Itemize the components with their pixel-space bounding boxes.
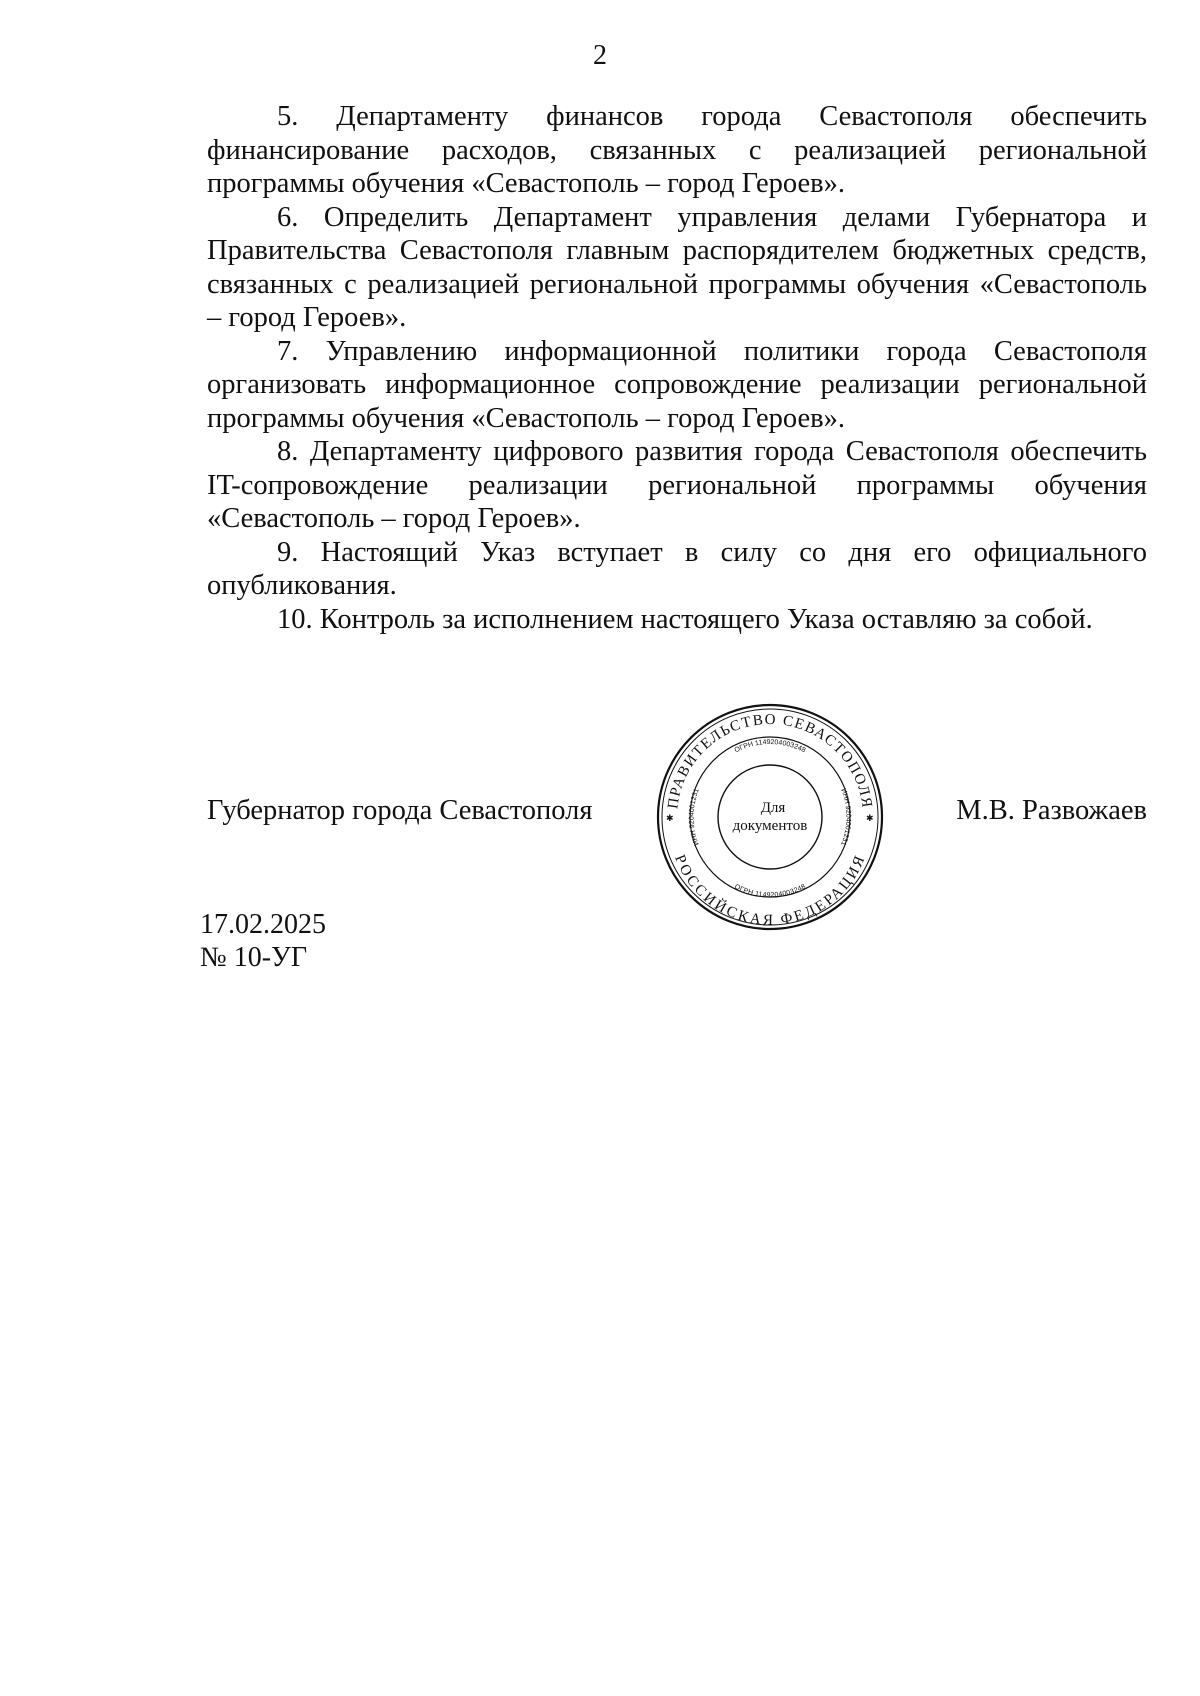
- document-date: 17.02.2025: [200, 909, 326, 940]
- seal-center-line2: документов: [732, 818, 808, 834]
- seal-center-line1: Для: [760, 800, 786, 816]
- seal-inner-left-text: ИНН 9204001231: [688, 787, 701, 847]
- seal-star-right-icon: ✱: [866, 814, 874, 824]
- paragraph-10: 10. Контроль за исполнением настоящего Указа оставляю за собой.: [277, 603, 1093, 635]
- page-number: 2: [593, 40, 607, 71]
- seal-inner-top-text: ОГРН 1149204003248: [733, 738, 807, 755]
- seal-inner-bottom-text: ОГРН 1149204003248: [733, 883, 807, 900]
- document-number: № 10-УГ: [200, 942, 308, 973]
- paragraph-7: 7. Управлению информационной политики города Севастополя организовать информационное сопровождение реализации региональной программы обучения «Севастополь – город Героев».: [207, 335, 1147, 434]
- decree-body: [207, 100, 1147, 636]
- paragraph-6: 6. Определить Департамент управления делами Губернатора и Правительства Севастополя главным распорядителем бюджетных средств, связанных с реализацией региональной программы обучения «Севастополь – город Героев».: [207, 201, 1147, 333]
- signatory-name: М.В. Развожаев: [956, 795, 1147, 826]
- document-meta: [200, 908, 326, 974]
- paragraph-9: 9. Настоящий Указ вступает в силу со дня его официального опубликования.: [207, 536, 1147, 601]
- official-seal: [655, 702, 885, 932]
- paragraph-5: 5. Департаменту финансов города Севастополя обеспечить финансирование расходов, связанных с реализацией региональной программы обучения «Севастополь – город Героев».: [207, 101, 1147, 199]
- signatory-position: Губернатор города Севастополя: [207, 795, 593, 826]
- paragraph-8: 8. Департаменту цифрового развития города Севастополя обеспечить IT-сопровождение реализации региональной программы обучения «Севастополь – город Героев».: [207, 436, 1147, 534]
- seal-graphic: [655, 702, 885, 932]
- seal-outer-text: ПРАВИТЕЛЬСТВО СЕВАСТОПОЛЯ: [665, 711, 875, 810]
- seal-inner-right-text: ИНН 9204001231: [839, 787, 852, 847]
- seal-outer-bottom-text: РОССИЙСКАЯ ФЕДЕРАЦИЯ: [671, 852, 869, 929]
- seal-star-left-icon: ✱: [666, 814, 674, 824]
